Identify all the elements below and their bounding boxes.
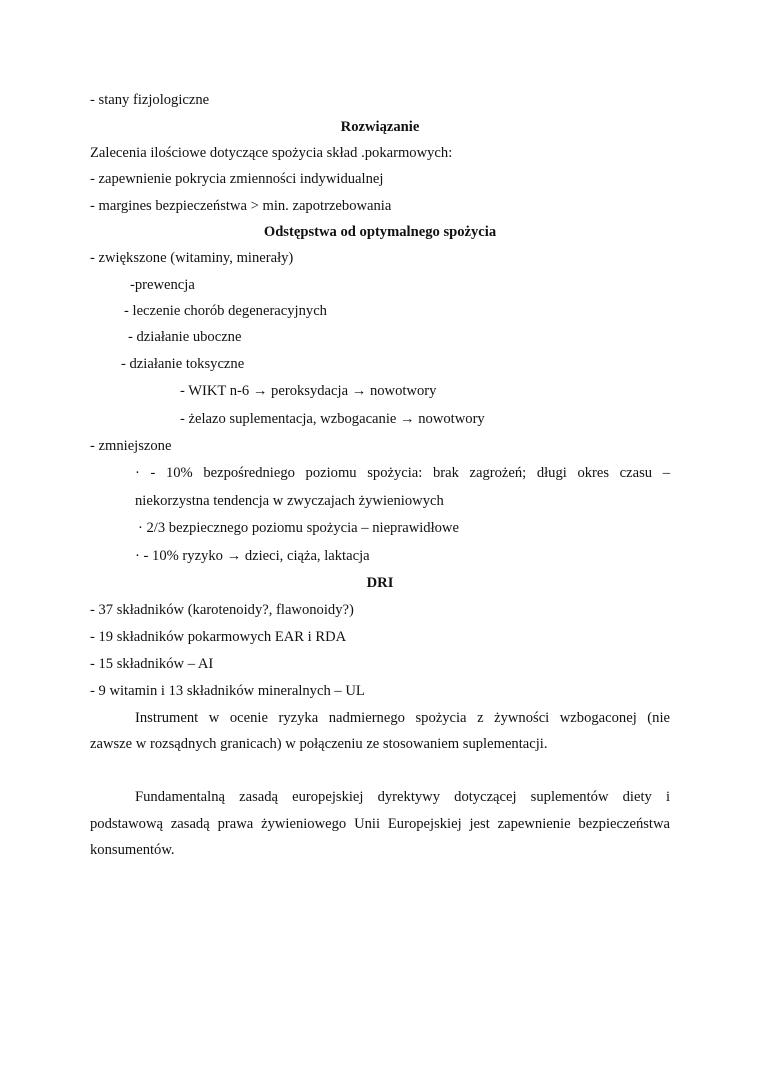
text-line: - zmniejszone	[90, 438, 172, 454]
text-line: - 15 składników – AI	[90, 656, 214, 672]
section-heading: DRI	[366, 575, 394, 591]
text-line: Zalecenia ilościowe dotyczące spożycia skład .pokarmowych:	[90, 145, 453, 161]
text-line: - 9 witamin i 13 składników mineralnych – UL	[90, 683, 365, 699]
text-line: · 2/3 bezpiecznego poziomu spożycia – nieprawidłowe	[138, 520, 459, 536]
text-line: - 19 składników pokarmowych EAR i RDA	[90, 629, 347, 645]
paragraph-line: Instrument w ocenie ryzyka nadmiernego spożycia z żywności wzbogaconej (nie	[135, 710, 670, 726]
text-line: niekorzystna tendencja w zwyczajach żywieniowych	[135, 493, 444, 509]
text-line: -prewencja	[130, 277, 195, 293]
text-line: · - 10% bezpośredniego poziomu spożycia: brak zagrożeń; długi okres czasu –	[135, 465, 670, 481]
paragraph-line: zawsze w rozsądnych granicach) w połączeniu ze stosowaniem suplementacji.	[90, 736, 548, 752]
text-line: - margines bezpieczeństwa > min. zapotrzebowania	[90, 198, 392, 214]
paragraph-line: Fundamentalną zasadą europejskiej dyrektywy dotyczącej suplementów diety i	[135, 789, 670, 805]
text-line: - działanie uboczne	[128, 329, 242, 345]
text-line: - leczenie chorób degeneracyjnych	[124, 303, 327, 319]
text-line: - zwiększone (witaminy, minerały)	[90, 250, 294, 266]
paragraph-line: podstawową zasadą prawa żywieniowego Unii Europejskiej jest zapewnienie bezpieczeństwa	[90, 816, 670, 832]
text-line: - stany fizjologiczne	[90, 92, 210, 108]
section-heading: Odstępstwa od optymalnego spożycia	[263, 224, 497, 240]
text-line: - WIKT n-6 → peroksydacja → nowotwory	[180, 383, 437, 399]
text-line: - zapewnienie pokrycia zmienności indywidualnej	[90, 171, 384, 187]
text-line: - działanie toksyczne	[121, 356, 245, 372]
paragraph-line: konsumentów.	[90, 842, 175, 858]
section-heading: Rozwiązanie	[340, 119, 420, 135]
text-line: · - 10% ryzyko → dzieci, ciąża, laktacja	[135, 548, 370, 564]
text-line: - 37 składników (karotenoidy?, flawonoidy?)	[90, 602, 354, 618]
text-line: - żelazo suplementacja, wzbogacanie → nowotwory	[180, 411, 485, 427]
